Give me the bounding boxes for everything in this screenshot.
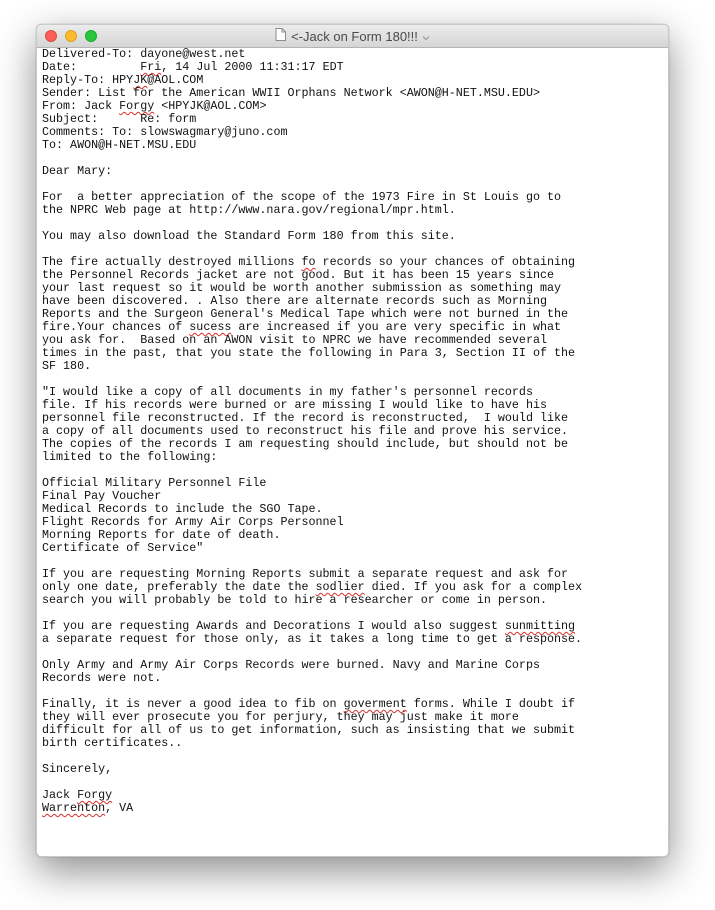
text-span: records so your chances of obtaining bbox=[315, 255, 576, 269]
signature-city: Warrenton bbox=[42, 801, 106, 815]
paragraph-line: If you are requesting Morning Reports submit a separate request and ask for bbox=[42, 567, 569, 581]
document-icon bbox=[275, 28, 286, 44]
misspelled-word: sodlier bbox=[315, 580, 365, 594]
chevron-down-icon[interactable] bbox=[422, 29, 430, 44]
header-date-prefix: Date: bbox=[42, 60, 141, 74]
list-item: Certificate of Service" bbox=[42, 541, 204, 555]
paragraph-line: the NPRC Web page at http://www.nara.gov/regional/mpr.html. bbox=[42, 203, 456, 217]
header-date-word: Fri bbox=[140, 60, 162, 74]
list-item: Morning Reports for date of death. bbox=[42, 528, 281, 542]
quote-line: file. If his records were burned or are missing I would like to have his bbox=[42, 398, 547, 412]
paragraph-line: birth certificates.. bbox=[42, 736, 183, 750]
quote-line: The copies of the records I am requesting should include, but should not be bbox=[42, 437, 569, 451]
paragraph-line: they will ever prosecute you for perjury, they may just make it more bbox=[42, 710, 519, 724]
header-sender: Sender: List for the American WWII Orphans Network <AWON@H-NET.MSU.EDU> bbox=[42, 86, 540, 100]
header-delivered-to: Delivered-To: dayone@west.net bbox=[42, 47, 246, 61]
paragraph-line: your last request so it would be worth another submission as something may bbox=[42, 281, 562, 295]
text-span: fire.Your chances of bbox=[42, 320, 190, 334]
email-window bbox=[36, 24, 669, 857]
text-span: are increased if you are very specific in what bbox=[231, 320, 562, 334]
header-comments: Comments: To: slowswagmary@juno.com bbox=[42, 125, 288, 139]
paragraph-line: a separate request for those only, as it takes a long time to get a response. bbox=[42, 632, 583, 646]
quote-line: a copy of all documents used to reconstruct his file and prove his service. bbox=[42, 424, 569, 438]
paragraph-line: For a better appreciation of the scope of the 1973 Fire in St Louis go to bbox=[42, 190, 562, 204]
title-bar[interactable] bbox=[37, 25, 668, 48]
paragraph-line: the Personnel Records jacket are not good. But it has been 15 years since bbox=[42, 268, 554, 282]
text-span: Finally, it is never a good idea to fib on bbox=[42, 697, 344, 711]
header-date-rest: , 14 Jul 2000 11:31:17 EDT bbox=[161, 60, 344, 74]
paragraph-line: have been discovered. . Also there are alternate records such as Morning bbox=[42, 294, 547, 308]
header-from-word: Forgy bbox=[119, 99, 155, 113]
signature-state: , VA bbox=[105, 801, 134, 815]
misspelled-word: goverment bbox=[343, 697, 407, 711]
header-subject: Subject: Re: form bbox=[42, 112, 197, 126]
window-title-group[interactable] bbox=[37, 25, 668, 47]
quote-line: personnel file reconstructed. If the record is reconstructed, I would like bbox=[42, 411, 569, 425]
greeting: Dear Mary: bbox=[42, 164, 113, 178]
paragraph-line: Reports and the Surgeon General's Medical Tape which were not burned in the bbox=[42, 307, 569, 321]
paragraph-line: Records were not. bbox=[42, 671, 162, 685]
misspelled-word: fo bbox=[301, 255, 316, 269]
header-from-prefix: From: Jack bbox=[42, 99, 120, 113]
signature-name bbox=[42, 789, 662, 802]
closing: Sincerely, bbox=[42, 762, 113, 776]
blank-line bbox=[42, 776, 662, 789]
list-item: Official Military Personnel File bbox=[42, 476, 267, 490]
quote-line: "I would like a copy of all documents in my father's personnel records bbox=[42, 385, 533, 399]
list-item: Flight Records for Army Air Corps Personnel bbox=[42, 515, 344, 529]
list-item: Medical Records to include the SGO Tape. bbox=[42, 502, 323, 516]
window-title: <-Jack on Form 180!!! bbox=[291, 28, 418, 44]
paragraph-line: You may also download the Standard Form 180 from this site. bbox=[42, 229, 456, 243]
misspelled-word: sunmitting bbox=[504, 619, 576, 633]
signature-first: Jack bbox=[42, 788, 78, 802]
message-text-area[interactable] bbox=[42, 48, 662, 848]
text-span: If you are requesting Awards and Decorations I would also suggest bbox=[42, 619, 505, 633]
paragraph-line: you ask for. Based on an AWON visit to NPRC we have recommended several bbox=[42, 333, 547, 347]
text-span: forms. While I doubt if bbox=[406, 697, 576, 711]
paragraph-line: SF 180. bbox=[42, 359, 92, 373]
paragraph-line: search you will probably be told to hire a researcher or come in person. bbox=[42, 593, 547, 607]
text-span: The fire actually destroyed millions bbox=[42, 255, 302, 269]
header-reply-word: JK bbox=[133, 73, 148, 87]
header-reply-rest: @AOL.COM bbox=[147, 73, 204, 87]
header-from-rest: <HPYJK@AOL.COM> bbox=[154, 99, 267, 113]
paragraph-line: times in the past, that you state the following in Para 3, Section II of the bbox=[42, 346, 576, 360]
blank-line bbox=[42, 750, 662, 763]
quote-line: limited to the following: bbox=[42, 450, 218, 464]
text-span: died. If you ask for a complex bbox=[364, 580, 583, 594]
misspelled-word: sucess bbox=[189, 320, 232, 334]
header-to: To: AWON@H-NET.MSU.EDU bbox=[42, 138, 197, 152]
paragraph-line: difficult for all of us to get information, such as insisting that we submit bbox=[42, 723, 576, 737]
blank-line bbox=[42, 152, 662, 165]
paragraph-line: Only Army and Army Air Corps Records were burned. Navy and Marine Corps bbox=[42, 658, 540, 672]
text-span: only one date, preferably the date the bbox=[42, 580, 316, 594]
signature-last: Forgy bbox=[77, 788, 113, 802]
signature-location bbox=[42, 802, 662, 815]
list-item: Final Pay Voucher bbox=[42, 489, 162, 503]
header-reply-prefix: Reply-To: HPY bbox=[42, 73, 134, 87]
